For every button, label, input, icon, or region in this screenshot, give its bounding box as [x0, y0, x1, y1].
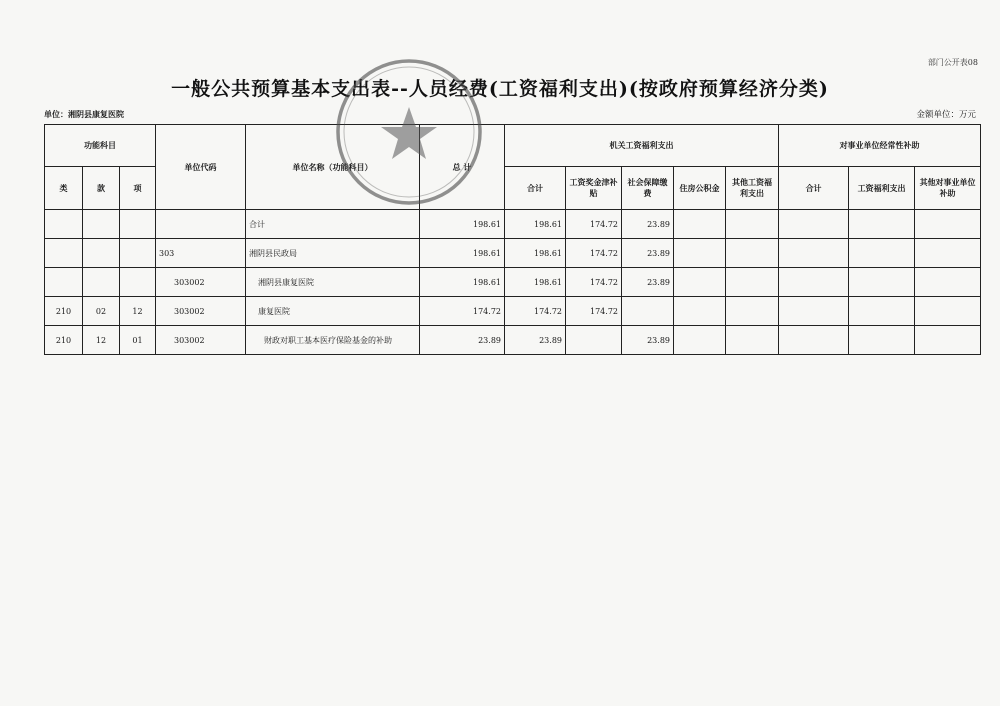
cell-unit-name: 财政对职工基本医疗保险基金的补助 [246, 326, 420, 355]
header-unit-name: 单位名称（功能科目） [246, 125, 420, 210]
cell-g1-housing [674, 239, 726, 268]
cell-xiang [120, 268, 156, 297]
budget-table [44, 124, 981, 355]
table-row [45, 326, 981, 355]
header-g1-housing: 住房公积金 [674, 167, 726, 210]
header-unit-code: 单位代码 [156, 125, 246, 210]
cell-unit-name: 合计 [246, 210, 420, 239]
cell-g1-other [726, 268, 779, 297]
table-row [45, 297, 981, 326]
cell-unit-name: 康复医院 [246, 297, 420, 326]
cell-kuan [83, 239, 120, 268]
cell-g2-other [915, 297, 981, 326]
cell-g2-total [779, 297, 849, 326]
cell-g2-wage [849, 268, 915, 297]
header-lei: 类 [45, 167, 83, 210]
cell-xiang [120, 210, 156, 239]
cell-g1-housing [674, 297, 726, 326]
header-g1-other: 其他工资福利支出 [726, 167, 779, 210]
header-total: 总 计 [420, 125, 505, 210]
cell-g1-social: 23.89 [622, 268, 674, 297]
cell-g2-total [779, 326, 849, 355]
cell-g1-social [622, 297, 674, 326]
cell-lei [45, 268, 83, 297]
header-kuan: 款 [83, 167, 120, 210]
cell-g2-other [915, 210, 981, 239]
cell-unit-code: 303 [156, 239, 246, 268]
cell-lei [45, 210, 83, 239]
official-seal [334, 57, 484, 207]
cell-g2-other [915, 326, 981, 355]
cell-g1-wage: 174.72 [566, 210, 622, 239]
header-g1-wage: 工资奖金津补贴 [566, 167, 622, 210]
cell-unit-code [156, 210, 246, 239]
amount-unit-label: 金额单位：万元 [916, 110, 976, 120]
cell-g2-wage [849, 297, 915, 326]
cell-g1-other [726, 297, 779, 326]
cell-total: 198.61 [420, 239, 505, 268]
cell-total: 198.61 [420, 210, 505, 239]
cell-g1-other [726, 326, 779, 355]
cell-g1-social: 23.89 [622, 210, 674, 239]
cell-g2-wage [849, 239, 915, 268]
cell-g2-wage [849, 326, 915, 355]
cell-g2-total [779, 210, 849, 239]
header-g2-total: 合计 [779, 167, 849, 210]
cell-xiang [120, 239, 156, 268]
cell-xiang: 01 [120, 326, 156, 355]
cell-g1-wage [566, 326, 622, 355]
table-row [45, 239, 981, 268]
header-func-subject: 功能科目 [45, 125, 156, 167]
cell-g1-wage: 174.72 [566, 297, 622, 326]
cell-kuan [83, 210, 120, 239]
cell-g2-total [779, 239, 849, 268]
cell-g1-total: 198.61 [505, 210, 566, 239]
cell-unit-name: 湘阴县康复医院 [246, 268, 420, 297]
cell-g1-other [726, 210, 779, 239]
cell-unit-code: 303002 [156, 326, 246, 355]
header-g2-other: 其他对事业单位补助 [915, 167, 981, 210]
cell-kuan: 02 [83, 297, 120, 326]
cell-g2-total [779, 268, 849, 297]
cell-unit-code: 303002 [156, 297, 246, 326]
cell-g1-wage: 174.72 [566, 239, 622, 268]
star-icon [381, 107, 437, 159]
unit-label: 单位：湘阴县康复医院 [44, 109, 124, 119]
table-row [45, 210, 981, 239]
cell-unit-name: 湘阴县民政局 [246, 239, 420, 268]
cell-kuan [83, 268, 120, 297]
header-xiang: 项 [120, 167, 156, 210]
cell-g2-other [915, 268, 981, 297]
header-group-subsidy: 对事业单位经常性补助 [779, 125, 981, 167]
cell-unit-code: 303002 [156, 268, 246, 297]
cell-g1-social: 23.89 [622, 239, 674, 268]
cell-g2-wage [849, 210, 915, 239]
page-title: 一般公共预算基本支出表--人员经费(工资福利支出)(按政府预算经济分类) [171, 78, 829, 100]
cell-g1-total: 198.61 [505, 239, 566, 268]
cell-g1-wage: 174.72 [566, 268, 622, 297]
table-body [45, 210, 981, 355]
cell-g1-housing [674, 210, 726, 239]
cell-g1-housing [674, 268, 726, 297]
cell-total: 23.89 [420, 326, 505, 355]
header-g1-social: 社会保障缴费 [622, 167, 674, 210]
cell-g1-total: 174.72 [505, 297, 566, 326]
cell-kuan: 12 [83, 326, 120, 355]
header-group-agency-wages: 机关工资福利支出 [505, 125, 779, 167]
cell-lei: 210 [45, 326, 83, 355]
cell-lei: 210 [45, 297, 83, 326]
cell-lei [45, 239, 83, 268]
cell-g1-social: 23.89 [622, 326, 674, 355]
header-g2-wage: 工资福利支出 [849, 167, 915, 210]
document-number: 部门公开表08 [927, 58, 978, 67]
header-g1-total: 合计 [505, 167, 566, 210]
cell-g1-other [726, 239, 779, 268]
cell-xiang: 12 [120, 297, 156, 326]
cell-total: 174.72 [420, 297, 505, 326]
cell-total: 198.61 [420, 268, 505, 297]
cell-g1-housing [674, 326, 726, 355]
cell-g2-other [915, 239, 981, 268]
cell-g1-total: 198.61 [505, 268, 566, 297]
table-row [45, 268, 981, 297]
cell-g1-total: 23.89 [505, 326, 566, 355]
